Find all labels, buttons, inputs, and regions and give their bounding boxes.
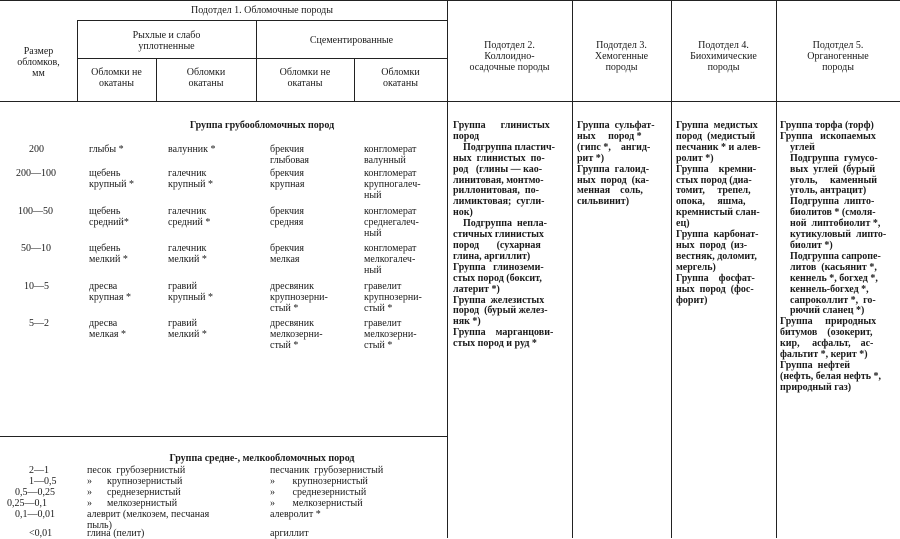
cemented-rounded-cell: конгломерат валунный [364, 144, 417, 166]
cemented-cell: песчаник грубозернистый [270, 465, 384, 476]
loose-cell: » среднезернистый [87, 487, 181, 498]
section-divider [0, 436, 447, 437]
rounded-header-1: Обломки окатаны [186, 67, 226, 89]
table-top-border [0, 0, 900, 1]
cemented-unrounded-cell: дресвяник крупнозерни- стый * [270, 281, 328, 314]
organogenic-rocks-list: Группа торфа (торф) Группа ископаемых углей Подгруппа гумусо- вых углей (бурый уголь, каменный уголь, антрацит) Подгруппа липто- биолитов * (смоля- ной липтобиолит *, кутикуловый липто- биолит *) Подгруппа сапропе- литов (касьянит *, кеннель *, богхед *, кеннель-богхед *, сапроколлит *, го- рючий сланец *) Группа природных битумов (озокерит, кир, асфальт, ас- фальтит *, керит *) Группа нефтей (нефть, белая нефть *, природный газ) [780, 120, 887, 393]
subsection5-header: Подотдел 5. Органогенные породы [807, 40, 869, 73]
rounded-cell: гравий мелкий * [168, 318, 207, 340]
subsection1-title: Подотдел 1. Обломочные породы [191, 5, 333, 16]
header-bottom-border [0, 101, 900, 102]
rounded-header-2: Обломки окатаны [381, 67, 420, 89]
unrounded-cell: дресва мелкая * [89, 318, 127, 340]
cemented-cell: » крупнозернистый [270, 476, 368, 487]
cemented-rounded-cell: конгломерат мелкогалеч- ный [364, 243, 417, 276]
cemented-cell: » среднезернистый [270, 487, 367, 498]
loose-header: Рыхлые и слабо уплотненные [132, 30, 201, 52]
loose-cell: » крупнозернистый [87, 476, 183, 487]
col-divider-sub5 [776, 0, 777, 538]
cemented-rounded-cell: конгломерат среднегалеч- ный [364, 206, 419, 239]
size-column-header: Размер обломков, мм [17, 46, 60, 79]
rounded-cell: валунник * [168, 144, 216, 155]
size-value: 2—1 [29, 465, 49, 476]
cemented-unrounded-cell: дресвяник мелкозерни- стый * [270, 318, 323, 351]
size-value: 0,5—0,25 [15, 487, 55, 498]
unrounded-cell: щебень крупный * [89, 168, 134, 190]
cemented-header: Сцементированные [309, 35, 394, 46]
cemented-cell: алевролит * [270, 509, 321, 520]
size-value: 0,1—0,01 [15, 509, 55, 520]
loose-cell: глина (пелит) [87, 528, 145, 539]
subsection2-header: Подотдел 2. Коллоидно- осадочные породы [469, 40, 550, 73]
size-value: 100—50 [18, 206, 53, 217]
loose-cell: » мелкозернистый [87, 498, 178, 509]
size-value: 1—0,5 [29, 476, 57, 487]
unrounded-header-1: Обломки не окатаны [91, 67, 142, 89]
cemented-rounded-cell: гравелит мелкозерни- стый * [364, 318, 417, 351]
loose-cell: алеврит (мелкозем, песчаная пыль) [87, 509, 210, 531]
size-value: 0,25—0,1 [7, 498, 47, 509]
cemented-rounded-cell: конгломерат крупногалеч- ный [364, 168, 421, 201]
biochemical-rocks-list: Группа медистых пород (медистый песчаник * и алев- ролит *) Группа кремни- стых пород (диа- томит, трепел, опока, яшма, кремнистый слан- ец) Группа карбонат- ных пород (из- вестняк, доломит, мергель) Группа фосфат- ных пород (фос- форит) [676, 120, 761, 306]
col-divider-sub2 [447, 0, 448, 538]
cemented-cell: » мелкозернистый [270, 498, 363, 509]
unrounded-cell: щебень средний* [89, 206, 129, 228]
cemented-unrounded-cell: брекчия глыбовая [270, 144, 310, 166]
size-value: 200—100 [16, 168, 56, 179]
size-value: 10—5 [24, 281, 49, 292]
cemented-unrounded-cell: брекчия мелкая [270, 243, 304, 265]
cemented-cell: аргиллит [270, 528, 309, 539]
cemented-unrounded-cell: брекчия крупная [270, 168, 305, 190]
medium-group-title: Группа средне-, мелкообломочных пород [169, 453, 355, 464]
rounded-cell: галечник крупный * [168, 168, 213, 190]
subheader-underline [77, 58, 447, 59]
cemented-rounded-cell: гравелит крупнозерни- стый * [364, 281, 422, 314]
unrounded-cell: щебень мелкий * [89, 243, 128, 265]
size-value: 50—10 [21, 243, 51, 254]
subsection1-underline [77, 20, 447, 21]
subsection3-header: Подотдел 3. Хемогенные породы [594, 40, 649, 73]
size-value: 5—2 [29, 318, 49, 329]
coarse-group-title: Группа грубообломочных пород [189, 120, 335, 131]
colloidal-rocks-list: Группа глинистых пород Подгруппа пластич- ных глинистых по- род (глины — као- линитовая, монтмо- риллонитовая, по- лимиктовая; сугли- нок) Подгруппа непла- стичных глинистых пород (сухарная глина, аргиллит) Группа глиноземи- стых пород (боксит, латерит *) Группа железистых пород (бурый желез- няк *) Группа марганцови- стых пород и руд * [453, 120, 555, 350]
loose-cell: песок грубозернистый [87, 465, 186, 476]
rounded-cell: гравий крупный * [168, 281, 213, 303]
col-divider-sub4 [671, 0, 672, 538]
col-divider-sub3 [572, 0, 573, 538]
subsection4-header: Подотдел 4. Биохимические породы [690, 40, 757, 73]
size-value: <0,01 [29, 528, 53, 539]
rounded-cell: галечник средний * [168, 206, 211, 228]
chemogenic-rocks-list: Группа сульфат- ных пород * (гипс *, ангид- рит *) Группа галоид- ных пород (ка- менная соль, сильвинит) [577, 120, 655, 208]
unrounded-header-2: Обломки не окатаны [279, 67, 331, 89]
rounded-cell: галечник мелкий * [168, 243, 207, 265]
unrounded-cell: дресва крупная * [89, 281, 131, 303]
unrounded-cell: глыбы * [89, 144, 124, 155]
cemented-unrounded-cell: брекчия средняя [270, 206, 304, 228]
size-value: 200 [29, 144, 44, 155]
